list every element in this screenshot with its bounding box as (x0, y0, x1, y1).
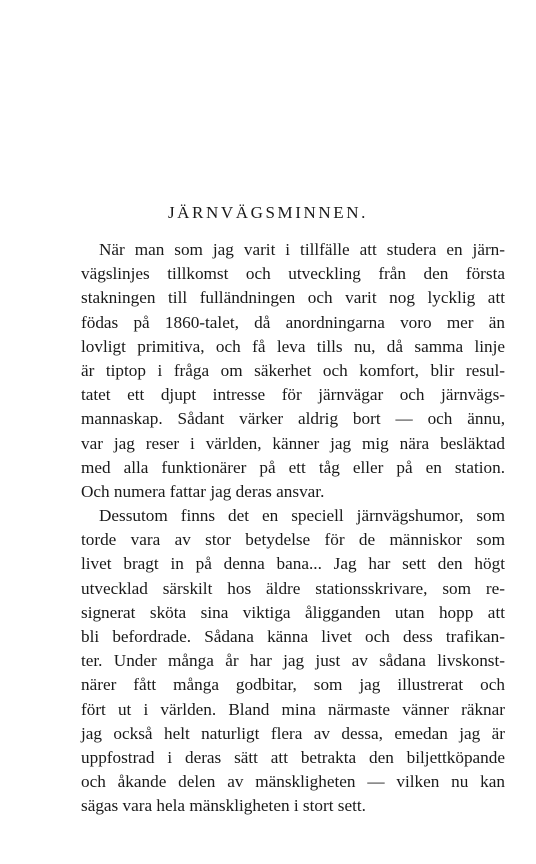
chapter-heading: JÄRNVÄGSMINNEN. (167, 203, 369, 222)
text-line: fört ut i världen. Bland mina närmaste vänner räknar (81, 699, 505, 719)
text-line: tatet ett djupt intresse för järnvägar och järnvägs- (81, 385, 505, 405)
text-line: uppfostrad i deras sätt att betrakta den biljettköpande (81, 747, 505, 767)
text-line: torde vara av stor betydelse för de människor som (81, 530, 505, 550)
text-line: och åkande delen av mänskligheten — vilken nu kan (81, 772, 505, 792)
text-line: var jag reser i världen, känner jag mig nära besläktad (81, 433, 505, 453)
text-line: lovligt primitiva, och få leva tills nu, då samma linje (81, 336, 505, 356)
text-line: utvecklad särskilt hos äldre stationsskrivare, som re- (81, 578, 505, 598)
text-line: vägslinjes tillkomst och utveckling från den första (81, 264, 505, 284)
text-line: närer fått många godbitar, som jag illustrerat och (81, 675, 505, 695)
text-line: livet bragt in på denna bana... Jag har sett den högt (81, 554, 505, 574)
text-line: stakningen till fulländningen och varit nog lycklig att (81, 288, 505, 308)
text-line: Och numera fattar jag deras ansvar. (81, 481, 325, 501)
text-line: mannaskap. Sådant värker aldrig bort — och ännu, (81, 409, 505, 429)
text-line: bli befordrade. Sådana känna livet och dess trafikan- (81, 627, 505, 646)
text-line: ter. Under många år har jag just av sådana livskonst- (81, 651, 505, 671)
text-line: sägas vara hela mänskligheten i stort sett. (81, 796, 366, 816)
text-line: med alla funktionärer på ett tåg eller på en station. (81, 457, 505, 477)
text-line: När man som jag varit i tillfälle att studera en järn- (99, 240, 505, 259)
body-text (81, 238, 505, 819)
text-line: jag också helt naturligt flera av dessa, emedan jag är (81, 723, 505, 743)
text-line: Dessutom finns det en speciell järnvägshumor, som (99, 506, 505, 526)
text-line: signerat sköta sina viktiga åligganden utan hopp att (81, 602, 505, 622)
text-line: är tiptop i fråga om säkerhet och komfort, blir resul- (81, 360, 505, 380)
text-line: födas på 1860-talet, då anordningarna voro mer än (81, 312, 505, 332)
